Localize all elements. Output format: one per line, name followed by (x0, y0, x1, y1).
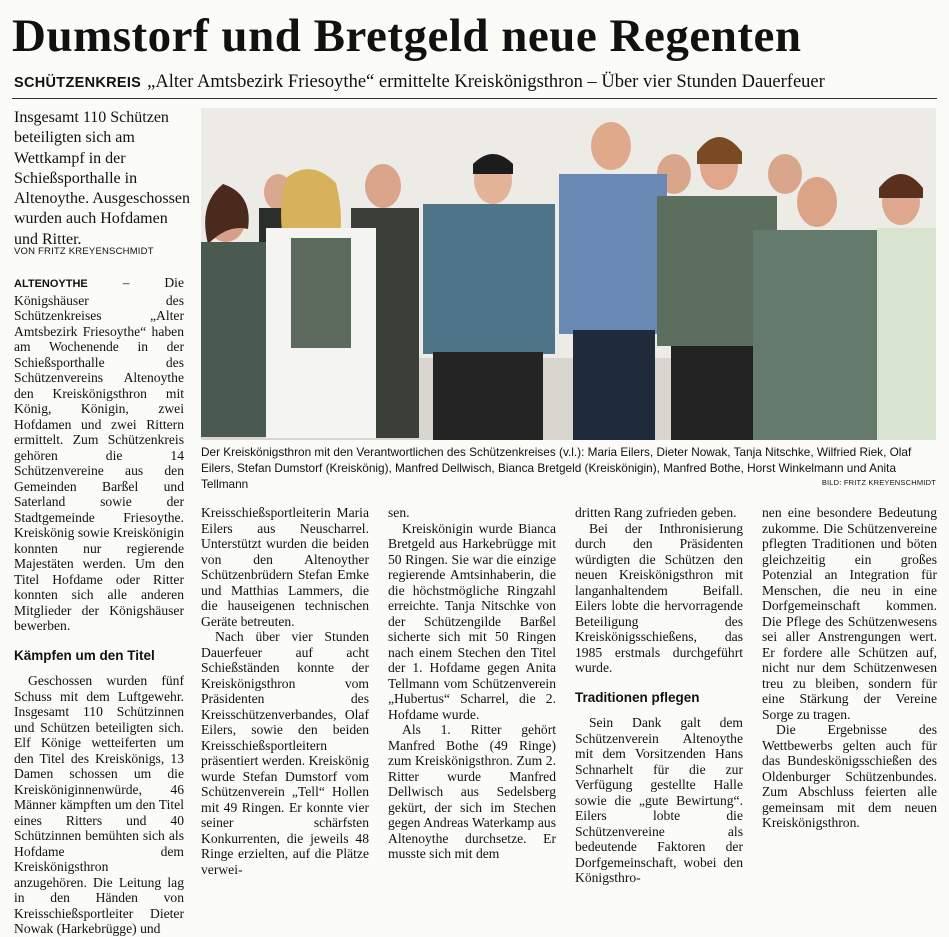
body-paragraph: Kreiskönigin wurde Bianca Bretgeld aus Harkebrügge mit 50 Ringen. Sie war die einzige regierende Amtsinhaberin, die die höchstmögliche Ringzahl erreichte. Tanja Nitschke von der Schützengilde Barßel sicherte sich mit 50 Ringen nach einem Stechen den Titel der 1. Hofdame gegen Anita Tellmann vom Schützenverein „Hubertus“ Scharrel, die 2. Hofdame wurde. (388, 520, 556, 722)
body-paragraph: sen. (388, 505, 410, 520)
dateline: ALTENOYTHE (14, 278, 88, 290)
subheadline-text: „Alter Amtsbezirk Friesoythe“ ermittelte Kreiskönigsthron – Über vier Stunden Dauerfeuer (147, 72, 825, 92)
headline: Dumstorf und Bretgeld neue Regenten (12, 10, 802, 62)
subheading: Traditionen pflegen (575, 689, 700, 705)
photo-caption: Der Kreiskönigsthron mit den Verantwortlichen des Schützenkreises (v.l.): Maria Eilers, Dieter Nowak, Tanja Nitschke, Wilfried Riek, Olaf Eilers, Stefan Dumstorf (Kreiskönig), Manfred Dellwisch, Bianca Bretgeld (Kreiskönigin), Manfred Bothe, Horst Winkelmann und Anita Tellmann (201, 445, 912, 492)
body-paragraph: Geschossen wurden fünf Schuss mit dem Luftgewehr. Insgesamt 110 Schützinnen und Schützen beteiligten sich. Elf Könige wetteiferten um den Titel des Kreiskönigs, 13 Damen schossen um die Kreisköniginnenwürde, 46 Männer kämpften um den Titel eines Ritters und 40 Schützinnen bemühten sich als Hofdame dem Kreiskönigsthron anzugehören. Die Leitung lag in den Händen von Kreisschießsportleiter Dieter Nowak (Harkebrügge) und (14, 673, 184, 936)
body-paragraph: Als 1. Ritter gehört Manfred Bothe (49 Ringe) zum Kreiskönigsthron. Zum 2. Ritter wurde Manfred Dellwisch aus Sedelsberg gekürt, der sich im Stechen gegen Andreas Waterkamp aus Altenoythe durchsetze. Er musste sich mit dem (388, 722, 556, 861)
body-paragraph: Sein Dank galt dem Schützenverein Altenoythe mit dem Vorsitzenden Hans Schnarhelt für die zur Verfügung gestellte Halle sowie die „gute Bewirtung“. Eilers lobte die Schützenvereine als bedeutende Faktoren der Dorfgemeinschaft, wobei den Königsthro- (575, 715, 743, 885)
body-paragraph: Bei der Inthronisierung durch den Präsidenten würdigten die Schützen den neuen Kreiskönigsthron mit langanhaltendem Beifall. Eilers lobte die hervorragende Beteiligung des Kreiskönigsschießens, das 1985 erstmals durchgeführt wurde. (575, 520, 743, 675)
article-column-5 (762, 505, 937, 831)
byline: VON FRITZ KREYENSCHMIDT (14, 246, 154, 257)
body-paragraph: dritten Rang zufrieden geben. (575, 505, 737, 520)
article-column-2 (201, 505, 369, 877)
divider (12, 98, 937, 99)
lead-paragraph: – Die Königshäuser des Schützenkreises „Alter Amtsbezirk Friesoythe“ haben am Wochenende in der Schießsporthalle des Schützenvereins Altenoythe den Kreiskönigsthron mit König, Königin, zwei Hofdamen und zwei Rittern ermittelt. Zum Schützenkreis gehören die 14 Schützenvereine aus den Gemeinden Barßel und Saterland sowie der Stadtgemeinde Friesoythe. Kreiskönig sowie Kreiskönigin konnten nur regierende Majestäten werden. Um den Titel Hofdame oder Ritter konnten sich alle anderen Mitglieder der Königshäuser bewerben. (14, 275, 184, 633)
subheadline (14, 70, 939, 95)
body-paragraph: Nach über vier Stunden Dauerfeuer auf acht Schießständen konnte der Kreiskönigsthron vom Präsidenten des Kreisschützenverbandes, Olaf Eilers, sowie den beiden Kreisschießsportleitern präsentiert werden. Kreiskönig wurde Stefan Dumstorf vom Schützenverein „Tell“ Hollen mit 49 Ringen. Er konnte vier seiner schärfsten Konkurrenten, die jeweils 48 Ringe erzielten, auf die Plätze verwei- (201, 629, 369, 877)
photo-credit: BILD: FRITZ KREYENSCHMIDT (821, 478, 936, 487)
intro-text: Insgesamt 110 Schützen beteiligten sich am Wettkampf in der Schießsporthalle in Altenoythe. Ausgeschossen wurden auch Hofdamen und Ritter. (14, 109, 190, 248)
subheading: Kämpfen um den Titel (14, 647, 155, 663)
article-column-4 (575, 505, 743, 886)
group-photo (201, 108, 936, 440)
article-column-3 (388, 505, 556, 862)
group-photo-illustration (201, 108, 936, 440)
kicker-label: SCHÜTZENKREIS (14, 75, 142, 91)
article-column-1 (14, 275, 184, 937)
body-paragraph: nen eine besondere Bedeutung zukomme. Die Schützenvereine pflegten Traditionen und böten gleichzeitig ein großes Potenzial an Integration für Menschen, die neu in eine Dorfgemeinschaft kommen. Die Pflege des Schützenwesens sei aller Anstrengungen wert. Er fordere alle Schützen auf, nicht nur dem Schützenwesen treu zu bleiben, sondern für eine Stärkung der Vereine Sorge zu tragen. (762, 505, 937, 722)
body-paragraph: Kreisschießsportleiterin Maria Eilers aus Neuscharrel. Unterstützt wurden die beiden von den Altenoyther Schützenbrüdern Stefan Emke und Matthias Lammers, die die hauseigenen technischen Geräte betreuten. (201, 505, 369, 629)
body-paragraph: Die Ergebnisse des Wettbewerbs gelten auch für das Bundeskönigsschießen des Oldenburger Schützenbundes. Zum Abschluss feierten alle gemeinsam mit dem neuen Kreiskönigsthron. (762, 722, 937, 830)
